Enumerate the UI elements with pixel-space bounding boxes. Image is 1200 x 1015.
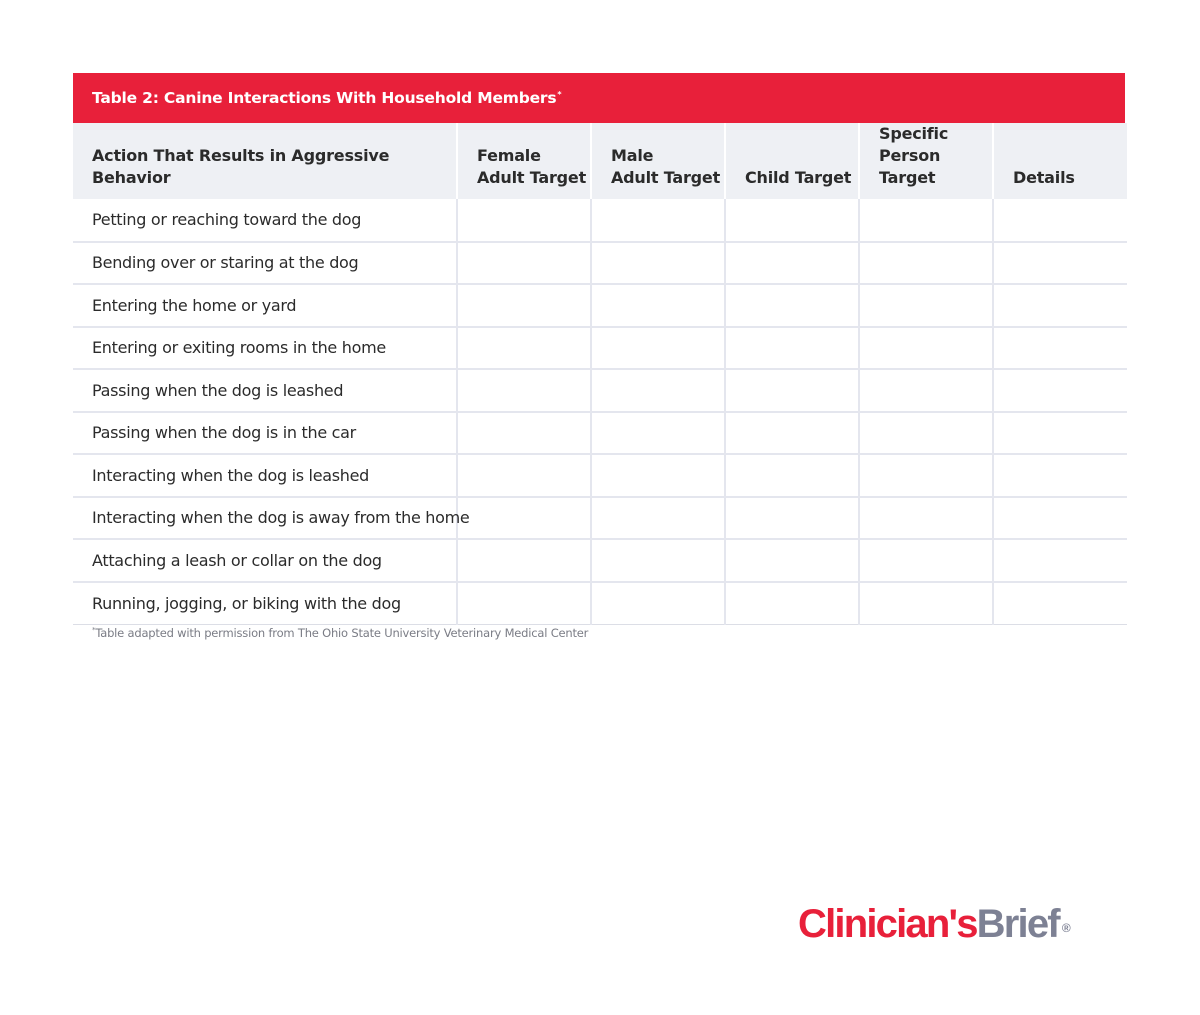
table-row <box>73 242 1127 285</box>
table-row <box>73 454 1127 497</box>
table-row <box>73 199 1127 242</box>
male-adult-cell[interactable] <box>591 369 725 412</box>
table-body <box>73 199 1127 624</box>
details-cell[interactable] <box>993 284 1127 327</box>
title-footnote-marker: * <box>557 89 562 99</box>
table-header <box>73 123 1127 199</box>
column-header-details: Details <box>1013 168 1075 187</box>
action-cell: Running, jogging, or biking with the dog <box>73 582 457 625</box>
specific-person-cell[interactable] <box>859 369 993 412</box>
female-adult-cell[interactable] <box>457 454 591 497</box>
female-adult-cell[interactable] <box>457 199 591 242</box>
table-footnote <box>92 626 588 640</box>
table-row <box>73 539 1127 582</box>
specific-person-cell[interactable] <box>859 199 993 242</box>
column-header-male-adult: Male Adult Target <box>591 123 725 199</box>
table-title: Table 2: Canine Interactions With Household Members* <box>92 89 562 107</box>
details-cell[interactable] <box>993 199 1127 242</box>
action-cell: Passing when the dog is leashed <box>73 369 457 412</box>
female-adult-cell[interactable] <box>457 412 591 455</box>
details-cell[interactable] <box>993 539 1127 582</box>
male-adult-cell[interactable] <box>591 242 725 285</box>
female-adult-cell[interactable] <box>457 284 591 327</box>
female-adult-cell[interactable] <box>457 539 591 582</box>
details-cell[interactable] <box>993 242 1127 285</box>
specific-person-cell[interactable] <box>859 412 993 455</box>
table-row <box>73 284 1127 327</box>
brand-logo <box>798 900 1071 948</box>
table-row <box>73 582 1127 625</box>
logo-text-clinicians: Clinician's <box>798 902 977 946</box>
male-adult-cell[interactable] <box>591 497 725 540</box>
child-cell[interactable] <box>725 582 859 625</box>
table-row <box>73 412 1127 455</box>
details-cell[interactable] <box>993 369 1127 412</box>
column-header-action: Action That Results in Aggressive Behavior <box>73 123 457 199</box>
table-row <box>73 327 1127 370</box>
footnote-text: Table adapted with permission from The Ohio State University Veterinary Medical Center <box>95 626 589 640</box>
female-adult-cell[interactable] <box>457 369 591 412</box>
female-adult-cell[interactable] <box>457 582 591 625</box>
child-cell[interactable] <box>725 412 859 455</box>
action-cell: Attaching a leash or collar on the dog <box>73 539 457 582</box>
details-cell[interactable] <box>993 497 1127 540</box>
child-cell[interactable] <box>725 284 859 327</box>
specific-person-cell[interactable] <box>859 327 993 370</box>
child-cell[interactable] <box>725 369 859 412</box>
male-adult-cell[interactable] <box>591 284 725 327</box>
table-row <box>73 369 1127 412</box>
child-cell[interactable] <box>725 199 859 242</box>
child-cell[interactable] <box>725 242 859 285</box>
specific-person-cell[interactable] <box>859 497 993 540</box>
male-adult-cell[interactable] <box>591 454 725 497</box>
female-adult-cell[interactable] <box>457 327 591 370</box>
child-cell[interactable] <box>725 454 859 497</box>
child-cell[interactable] <box>725 497 859 540</box>
footnote-marker: * <box>92 626 96 635</box>
male-adult-cell[interactable] <box>591 327 725 370</box>
column-header-child: Child Target <box>725 123 859 199</box>
table-header-row <box>73 123 1127 199</box>
aggressive-behavior-table <box>73 123 1127 625</box>
male-adult-cell[interactable] <box>591 412 725 455</box>
action-cell: Bending over or staring at the dog <box>73 242 457 285</box>
male-adult-cell[interactable] <box>591 199 725 242</box>
specific-person-cell[interactable] <box>859 284 993 327</box>
child-cell[interactable] <box>725 327 859 370</box>
specific-person-cell[interactable] <box>859 242 993 285</box>
details-cell[interactable] <box>993 327 1127 370</box>
male-adult-cell[interactable] <box>591 539 725 582</box>
table-title-bar <box>73 73 1125 123</box>
action-cell: Interacting when the dog is leashed <box>73 454 457 497</box>
details-cell[interactable] <box>993 412 1127 455</box>
female-adult-cell[interactable] <box>457 242 591 285</box>
data-table <box>73 73 1125 625</box>
specific-person-cell[interactable] <box>859 454 993 497</box>
column-header-specific-person: Specific Person Target <box>859 123 993 199</box>
action-cell: Entering or exiting rooms in the home <box>73 327 457 370</box>
table-row <box>73 497 1127 540</box>
details-cell[interactable] <box>993 582 1127 625</box>
specific-person-cell[interactable] <box>859 582 993 625</box>
logo-text-brief: Brief <box>976 902 1059 946</box>
registered-mark: ® <box>1061 921 1071 935</box>
male-adult-cell[interactable] <box>591 582 725 625</box>
female-adult-cell[interactable] <box>457 497 591 540</box>
action-cell: Passing when the dog is in the car <box>73 412 457 455</box>
action-cell: Petting or reaching toward the dog <box>73 199 457 242</box>
child-cell[interactable] <box>725 539 859 582</box>
column-header-female-adult: Female Adult Target <box>457 123 591 199</box>
action-cell: Entering the home or yard <box>73 284 457 327</box>
details-cell[interactable] <box>993 454 1127 497</box>
specific-person-cell[interactable] <box>859 539 993 582</box>
action-cell: Interacting when the dog is away from the home <box>73 497 457 540</box>
